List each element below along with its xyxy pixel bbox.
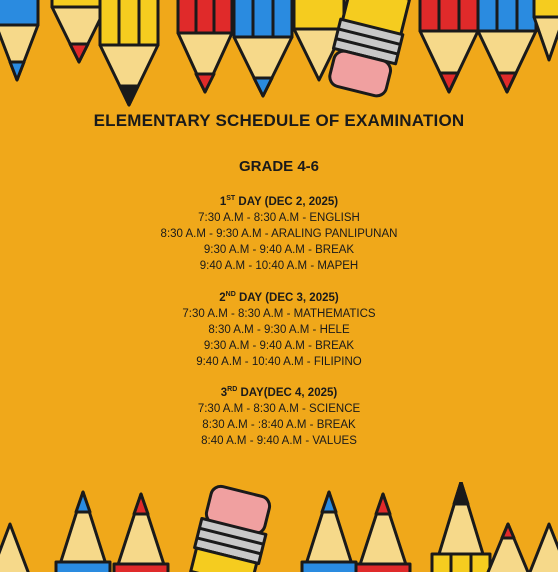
pencil-icon: [420, 0, 478, 92]
pencil-icon: [528, 524, 558, 572]
pencil-icon: [0, 524, 30, 572]
day-1-heading: 1ST DAY (DEC 2, 2025): [219, 195, 339, 208]
schedule-item: 8:30 A.M - 9:30 A.M - ARALING PANLIPUNAN: [160, 228, 398, 240]
schedule-item: 8:30 A.M - :8:40 A.M - BREAK: [202, 419, 356, 431]
schedule-item: 8:30 A.M - 9:30 A.M - HELE: [208, 324, 350, 336]
pencil-icon: [302, 492, 356, 572]
pencil-icon: [234, 0, 292, 96]
top-pencils-decoration: [0, 0, 558, 110]
grade-heading: GRADE 4-6: [238, 158, 320, 175]
schedule-item: 9:40 A.M - 10:40 A.M - MAPEH: [199, 260, 359, 272]
pencil-icon: [56, 492, 110, 572]
pencil-icon: [478, 0, 536, 92]
day-2-section: [0, 290, 558, 370]
pencil-icon: [534, 0, 558, 60]
pencil-icon: [178, 0, 232, 92]
pencil-icon: [100, 0, 158, 105]
day-1-section: [0, 194, 558, 274]
day-3-heading: 3RD DAY(DEC 4, 2025): [220, 386, 338, 399]
schedule-item: 7:30 A.M - 8:30 A.M - MATHEMATICS: [182, 308, 376, 320]
day-3-section: [0, 385, 558, 449]
pencil-icon: [486, 524, 530, 572]
schedule-item: 9:30 A.M - 9:40 A.M - BREAK: [203, 340, 355, 352]
eraser-icon: [189, 484, 275, 572]
day-2-heading: 2ND DAY (DEC 3, 2025): [219, 291, 339, 304]
schedule-item: 9:30 A.M - 9:40 A.M - BREAK: [203, 244, 355, 256]
pencil-icon: [114, 494, 168, 572]
pencil-icon: [432, 482, 490, 572]
schedule-item: 8:40 A.M - 9:40 A.M - VALUES: [201, 435, 357, 447]
bottom-pencils-decoration: [0, 482, 558, 572]
schedule-item: 7:30 A.M - 8:30 A.M - SCIENCE: [197, 403, 361, 415]
pencil-icon: [356, 494, 410, 572]
pencil-icon: [0, 0, 38, 80]
page-title: ELEMENTARY SCHEDULE OF EXAMINATION: [93, 111, 465, 130]
schedule-item: 9:40 A.M - 10:40 A.M - FILIPINO: [196, 356, 362, 368]
schedule-item: 7:30 A.M - 8:30 A.M - ENGLISH: [198, 212, 360, 224]
pencil-icon: [52, 0, 106, 62]
